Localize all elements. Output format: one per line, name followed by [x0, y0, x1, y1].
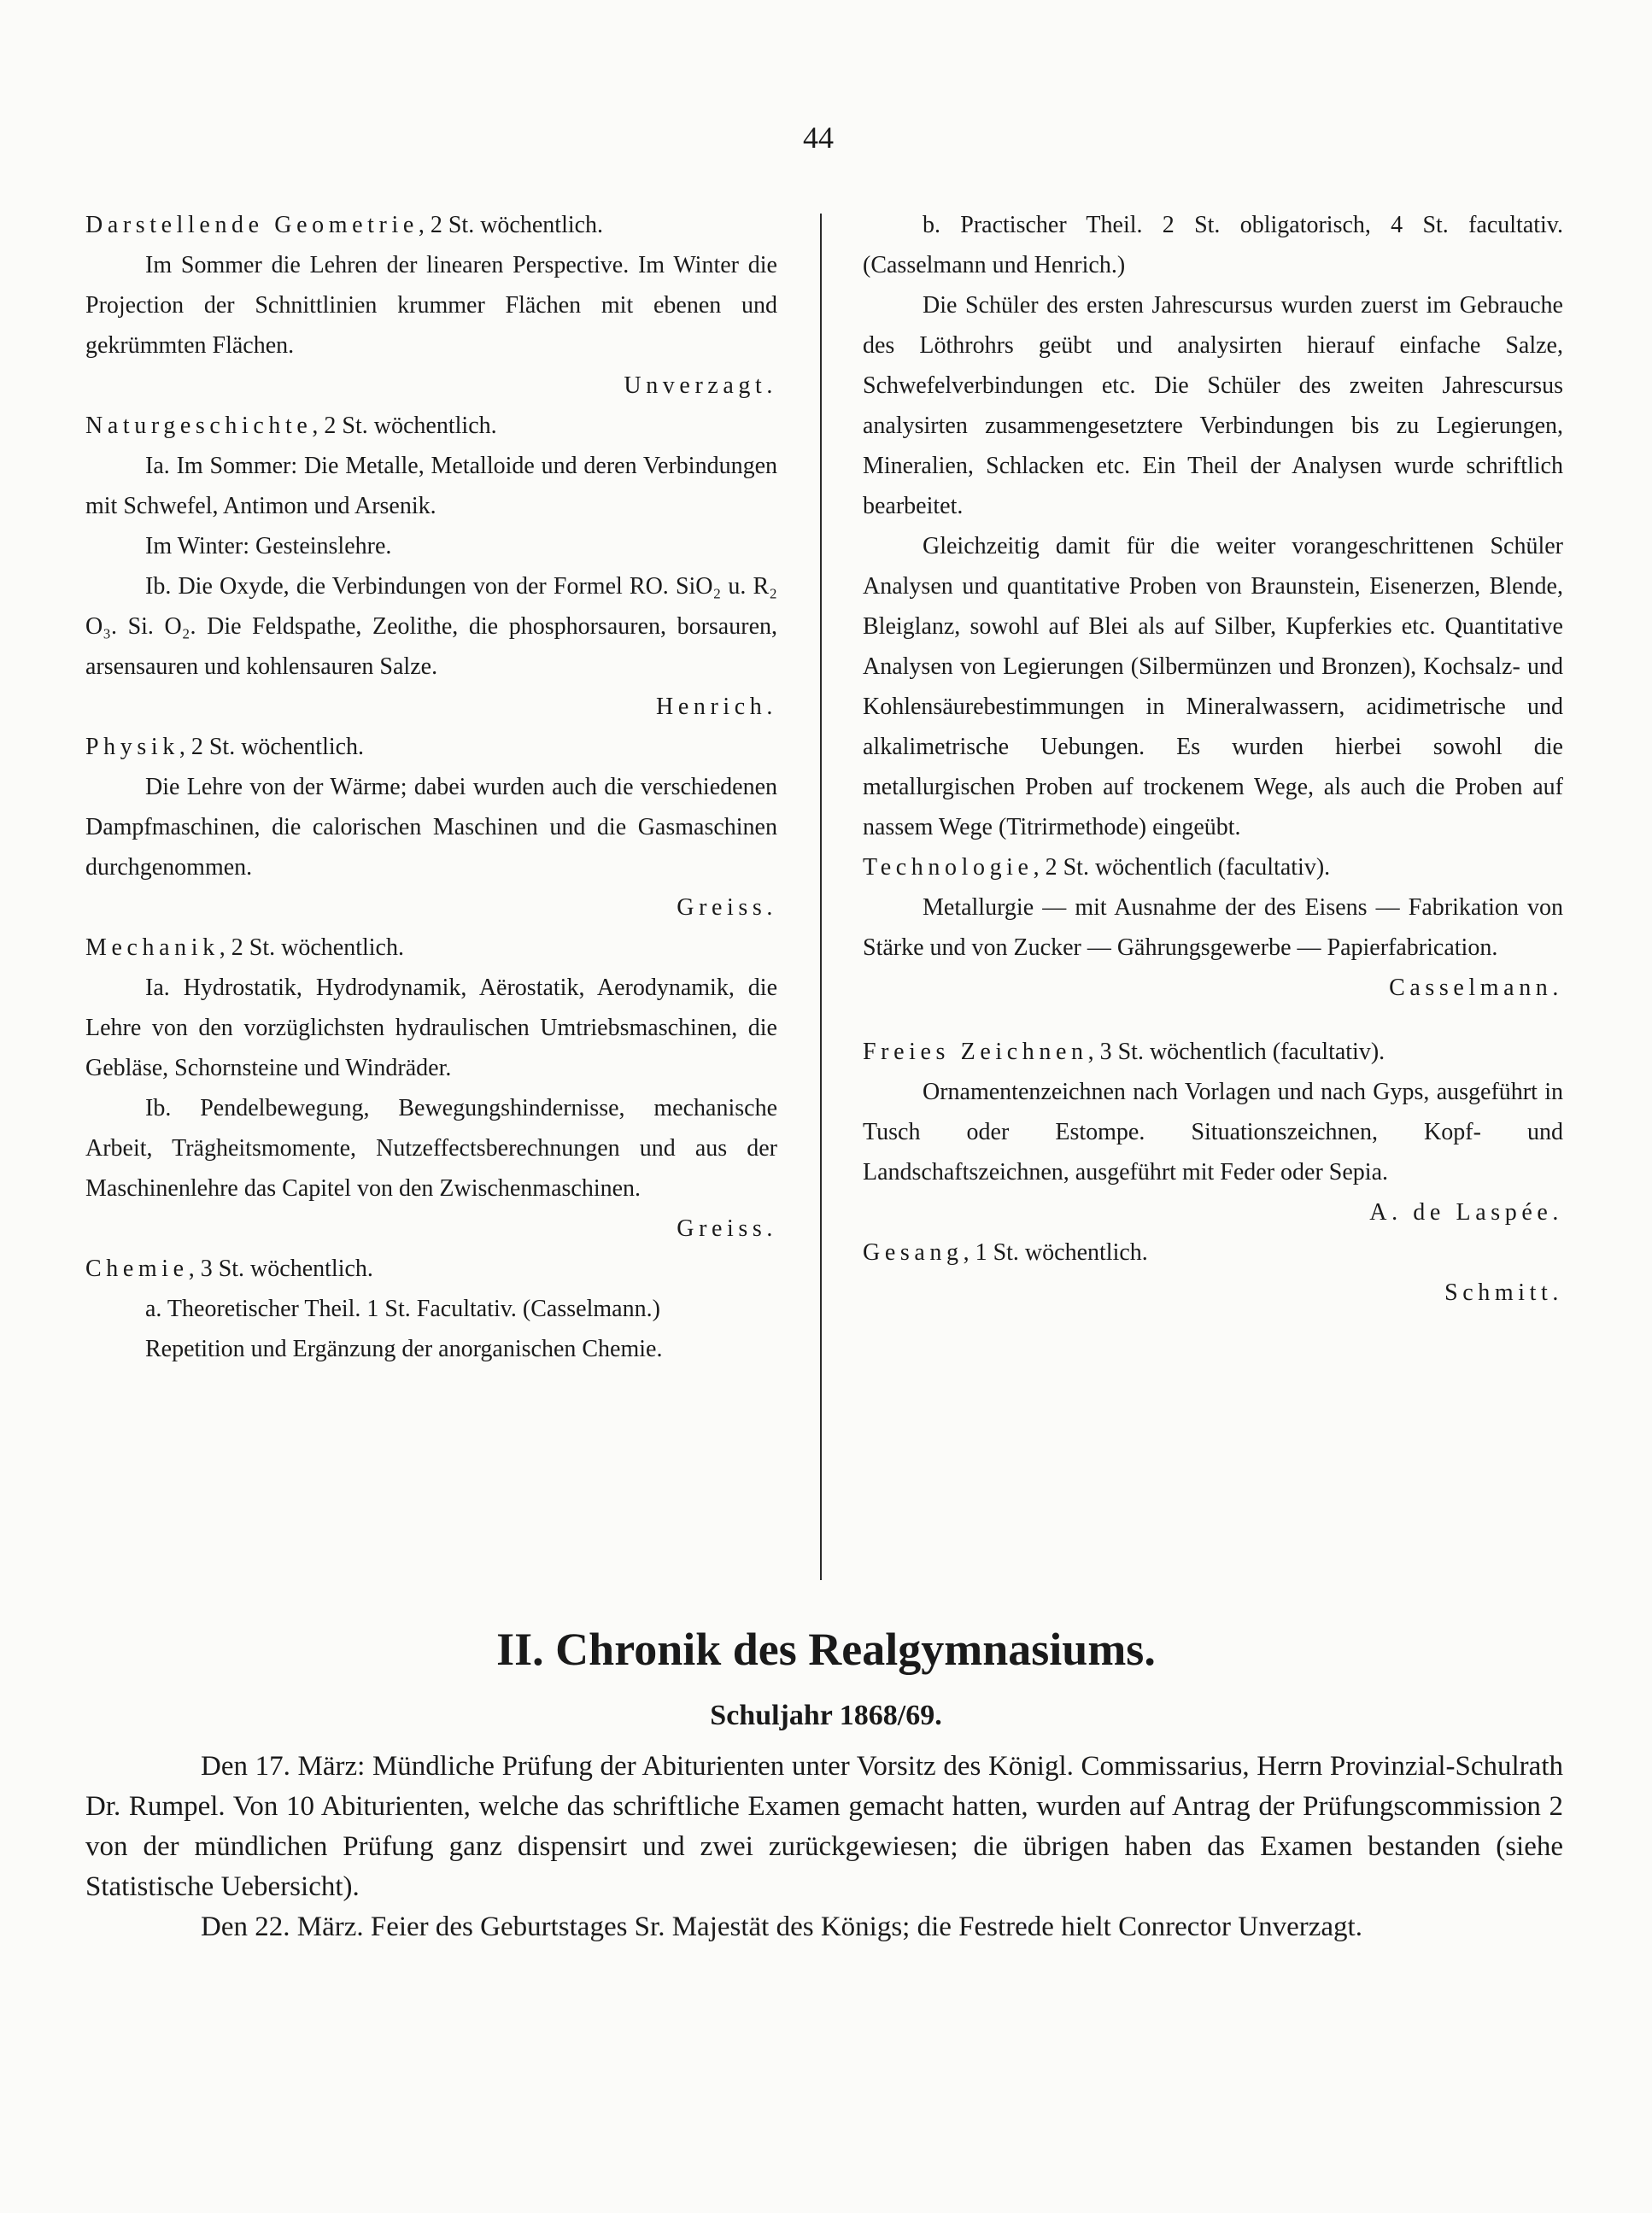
darstellende-signature: Unverzagt.: [624, 372, 777, 399]
chemie-hours: , 3 St. wöchentlich.: [188, 1256, 373, 1282]
freies-signature: A. de Laspée.: [1369, 1199, 1563, 1226]
physik-signature: Greiss.: [677, 894, 777, 921]
chemie-b-text2: Gleichzeitig damit für die weiter vorangeschrittenen Schüler Analysen und quantitative Proben von Braunstein, Eisenerzen, Blende, Bleiglanz, sowohl auf Blei als auf Silber, Kupferkies etc. Quantitative Analysen von Legierungen (Silbermünzen und Bronzen), Kochsalz- und Kohlensäurebestimmungen in Mineralwassern, acidimetrische und alkalimetrische Uebungen. Es wurden hierbei sowohl die metallurgischen Proben auf trockenem Wege, als auch die Proben auf nassem Wege (Titrirmethode) eingeübt.: [863, 533, 1563, 840]
darstellende-heading-line: [85, 205, 777, 245]
chemie-heading-line: [85, 1249, 777, 1289]
chemie-heading: Chemie: [85, 1256, 189, 1282]
left-column: [85, 205, 777, 1369]
physik-text: Die Lehre von der Wärme; dabei wurden auch die verschiedenen Dampfmaschinen, die calorischen Maschinen und die Gasmaschinen durchgenommen.: [85, 774, 777, 881]
naturgeschichte-ia: Ia. Im Sommer: Die Metalle, Metalloide und deren Verbindungen mit Schwefel, Antimon und Arsenik.: [85, 453, 777, 519]
freies-text: Ornamentenzeichnen nach Vorlagen und nach Gyps, ausgeführt in Tusch oder Estompe. Situationszeichnen, Kopf- und Landschaftszeichnen, ausgeführt mit Feder oder Sepia.: [863, 1079, 1563, 1186]
physik-hours: , 2 St. wöchentlich.: [179, 734, 365, 760]
gesang-heading: Gesang: [863, 1239, 964, 1266]
chronik-paragraph-2: Den 22. März. Feier des Geburtstages Sr. Majestät des Königs; die Festrede hielt Conrector Unverzagt.: [201, 1911, 1362, 1942]
mechanik-heading: Mechanik: [85, 934, 220, 961]
technologie-heading: Technologie: [863, 854, 1034, 881]
technologie-signature: Casselmann.: [1389, 975, 1563, 1001]
naturgeschichte-hours: , 2 St. wöchentlich.: [312, 413, 497, 439]
chronik-title: II. Chronik des Realgymnasiums.: [496, 1624, 1156, 1675]
chemie-a-text: Repetition und Ergänzung der anorganischen Chemie.: [145, 1336, 663, 1362]
schuljahr-heading: Schuljahr 1868/69.: [710, 1700, 942, 1731]
physik-heading-line: [85, 727, 777, 767]
naturgeschichte-signature: Henrich.: [656, 694, 777, 720]
technologie-heading-line: [863, 847, 1563, 887]
darstellende-heading: Darstellende Geometrie: [85, 212, 419, 238]
technologie-text: Metallurgie — mit Ausnahme der des Eisens — Fabrikation von Stärke und von Zucker — Gährungsgewerbe — Papierfabrication.: [863, 894, 1563, 961]
mechanik-hours: , 2 St. wöchentlich.: [219, 934, 404, 961]
freies-heading-line: [863, 1032, 1563, 1072]
mechanik-signature: Greiss.: [677, 1215, 777, 1242]
gesang-hours: , 1 St. wöchentlich.: [963, 1239, 1148, 1266]
column-divider: [820, 214, 822, 1580]
chronik-body: [85, 1747, 1563, 1947]
gesang-heading-line: [863, 1232, 1563, 1273]
page-number: 44: [803, 120, 834, 155]
freies-heading: Freies Zeichnen: [863, 1039, 1088, 1065]
chemie-a: a. Theoretischer Theil. 1 St. Facultativ. (Casselmann.): [145, 1296, 660, 1322]
chronik-paragraph-1: Den 17. März: Mündliche Prüfung der Abiturienten unter Vorsitz des Königl. Commissarius, Herrn Provinzial-Schulrath Dr. Rumpel. Von 10 Abiturienten, welche das schriftliche Examen gemacht hatten, wurden auf Antrag der Prüfungscommission 2 von der mündlichen Prüfung ganz dispensirt und zwei zurückgewiesen; die übrigen haben das Examen bestanden (siehe Statistische Uebersicht).: [85, 1751, 1563, 1902]
technologie-hours: , 2 St. wöchentlich (facultativ).: [1033, 854, 1331, 881]
physik-heading: Physik: [85, 734, 179, 760]
freies-hours: , 3 St. wöchentlich (facultativ).: [1087, 1039, 1385, 1065]
right-column: [863, 205, 1563, 1313]
darstellende-hours: , 2 St. wöchentlich.: [418, 212, 604, 238]
naturgeschichte-ib: Ib. Die Oxyde, die Verbindungen von der Formel RO. SiO₂ u. R₂ O₃. Si. O₂. Die Feldspathe, Zeolithe, die phosphorsauren, borsauren, arsensauren und kohlensauren Salze.: [85, 573, 777, 680]
naturgeschichte-heading-line: [85, 406, 777, 446]
naturgeschichte-winter: Im Winter: Gesteinslehre.: [145, 533, 392, 559]
mechanik-ia: Ia. Hydrostatik, Hydrodynamik, Aërostatik, Aerodynamik, die Lehre von den vorzüglichsten hydraulischen Umtriebsmaschinen, die Gebläse, Schornsteine und Windräder.: [85, 975, 777, 1081]
gesang-signature: Schmitt.: [1444, 1279, 1563, 1306]
chemie-b: b. Practischer Theil. 2 St. obligatorisch, 4 St. facultativ. (Casselmann und Henrich.): [863, 212, 1563, 278]
mechanik-ib: Ib. Pendelbewegung, Bewegungshindernisse, mechanische Arbeit, Trägheitsmomente, Nutzeffectsberechnungen und aus der Maschinenlehre das Capitel von den Zwischenmaschinen.: [85, 1095, 777, 1202]
naturgeschichte-heading: Naturgeschichte: [85, 413, 313, 439]
mechanik-heading-line: [85, 928, 777, 968]
chemie-b-text1: Die Schüler des ersten Jahrescursus wurden zuerst im Gebrauche des Löthrohrs geübt und analysirten hierauf einfache Salze, Schwefelverbindungen etc. Die Schüler des zweiten Jahrescursus analysirten zusammengesetztere Verbindungen bis zu Legierungen, Mineralien, Schlacken etc. Ein Theil der Analysen wurde schriftlich bearbeitet.: [863, 292, 1563, 519]
darstellende-text: Im Sommer die Lehren der linearen Perspective. Im Winter die Projection der Schnittlinien krummer Flächen mit ebenen und gekrümmten Flächen.: [85, 252, 777, 359]
